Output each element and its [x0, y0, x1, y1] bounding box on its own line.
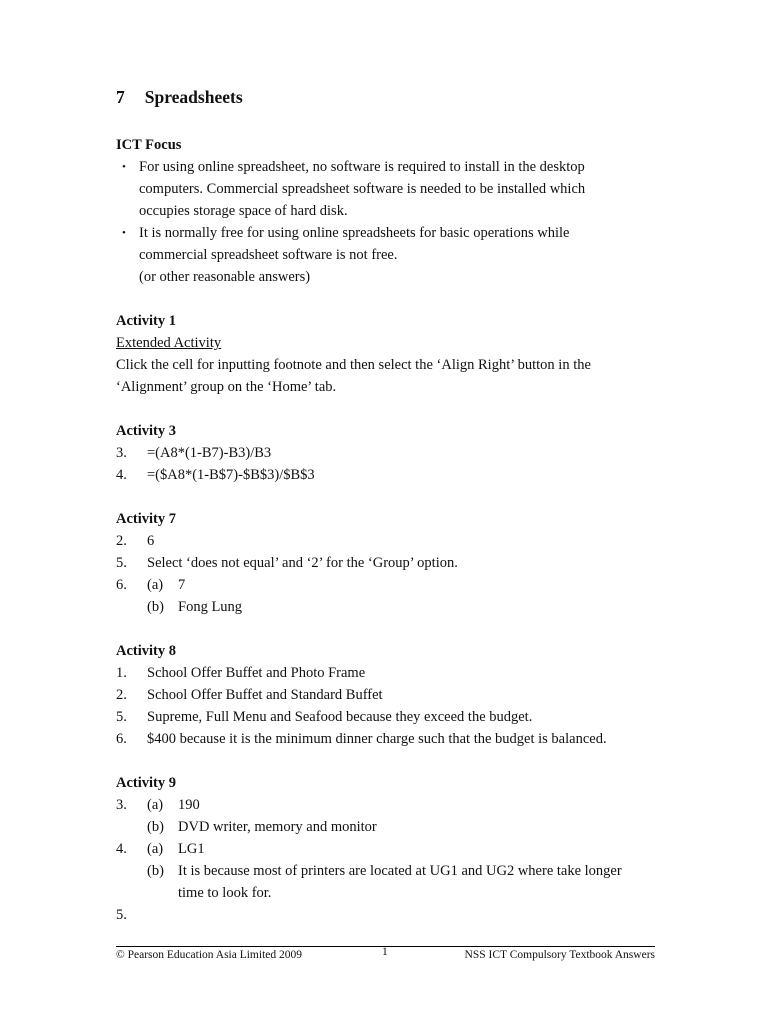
footer-book-title: NSS ICT Compulsory Textbook Answers — [464, 949, 655, 961]
list-item: 4. (a) LG1 — [116, 841, 205, 857]
list-item: 3. (a) 190 — [116, 797, 200, 813]
list-item: (b) It is because most of printers are located at UG1 and UG2 where take longer — [147, 863, 622, 879]
list-item-continuation: time to look for. — [178, 885, 272, 901]
activity1-subheading: Extended Activity — [116, 335, 222, 351]
list-item: (b) DVD writer, memory and monitor — [147, 819, 377, 835]
list-item: 6. $400 because it is the minimum dinner charge such that the budget is balanced. — [116, 731, 607, 747]
list-item: 2. School Offer Buffet and Standard Buffet — [116, 687, 383, 703]
ict-bullet-1-line-3: occupies storage space of hard disk. — [139, 203, 348, 219]
ict-bullet-1-line-1: • For using online spreadsheet, no software is required to install in the desktop — [116, 156, 676, 178]
activity8-heading: Activity 8 — [116, 643, 176, 659]
list-item: 6. (a) 7 — [116, 577, 186, 593]
list-item: 1. School Offer Buffet and Photo Frame — [116, 665, 366, 681]
ict-bullet-1-line-2: computers. Commercial spreadsheet software is needed to be installed which — [139, 181, 586, 197]
list-item: (b) Fong Lung — [147, 599, 243, 615]
page-number: 1 — [382, 946, 388, 958]
ict-bullet-2-line-1: • It is normally free for using online spreadsheets for basic operations while — [116, 222, 676, 244]
ict-bullet-2-line-3: (or other reasonable answers) — [139, 269, 311, 285]
activity1-line-2: ‘Alignment’ group on the ‘Home’ tab. — [116, 379, 337, 395]
chapter-heading — [116, 87, 243, 108]
chapter-number: 7 — [116, 87, 125, 107]
list-item: 5. — [116, 907, 127, 923]
list-item: 3. =(A8*(1-B7)-B3)/B3 — [116, 445, 272, 461]
page-footer — [116, 946, 655, 965]
list-item: 5. Select ‘does not equal’ and ‘2’ for the ‘Group’ option. — [116, 555, 458, 571]
chapter-title: Spreadsheets — [144, 87, 243, 107]
list-item: 4. =($A8*(1-B$7)-$B$3)/$B$3 — [116, 467, 315, 483]
footer-copyright: © Pearson Education Asia Limited 2009 — [116, 949, 302, 961]
bullet-icon: • — [122, 161, 126, 173]
list-item: 5. Supreme, Full Menu and Seafood because they exceed the budget. — [116, 709, 533, 725]
answers-content — [116, 134, 676, 926]
activity7-heading: Activity 7 — [116, 511, 176, 527]
list-item: 2. 6 — [116, 533, 155, 549]
activity1-line-1: Click the cell for inputting footnote and then select the ‘Align Right’ button in the — [116, 357, 591, 373]
ict-bullet-2-line-2: commercial spreadsheet software is not free. — [139, 247, 398, 263]
activity3-heading: Activity 3 — [116, 423, 176, 439]
activity1-heading: Activity 1 — [116, 313, 176, 329]
bullet-icon: • — [122, 227, 126, 239]
ict-focus-heading: ICT Focus — [116, 137, 182, 153]
activity9-heading: Activity 9 — [116, 775, 176, 791]
